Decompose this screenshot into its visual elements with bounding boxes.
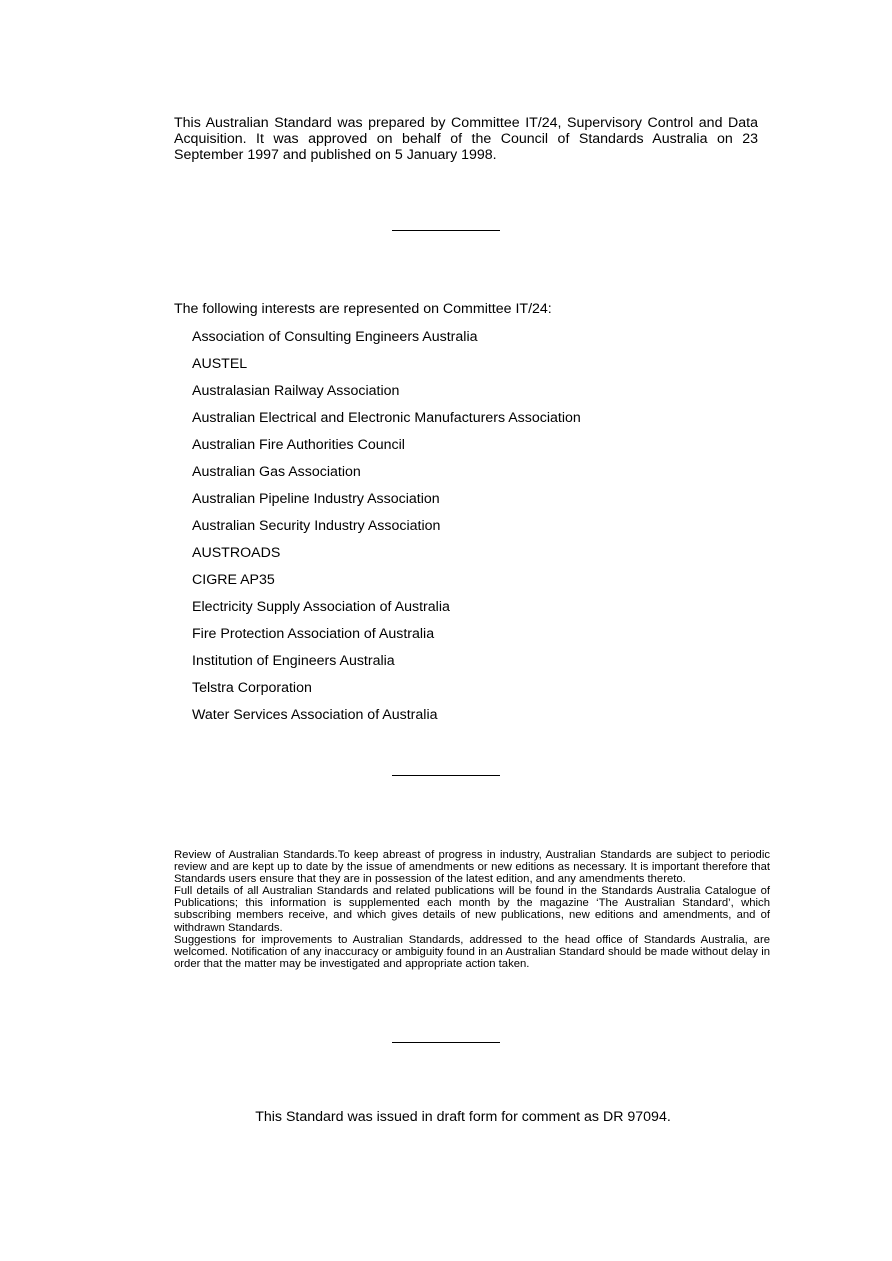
- suggestions-paragraph: Suggestions for improvements to Australian Standards, addressed to the head office of Standards Australia, are welcomed. Notification of any inaccuracy or ambiguity found in an Australian Standard should be made without delay in order that the matter may be investigated and appropriate action taken.: [174, 933, 770, 970]
- list-item: Electricity Supply Association of Australia: [192, 599, 450, 615]
- list-item: Australian Pipeline Industry Association: [192, 491, 440, 507]
- list-item: Fire Protection Association of Australia: [192, 626, 435, 642]
- list-item: Australian Electrical and Electronic Manufacturers Association: [192, 410, 581, 426]
- list-item: AUSTROADS: [192, 545, 281, 561]
- draft-note: This Standard was issued in draft form for comment as DR 97094.: [255, 1109, 671, 1125]
- list-item: Water Services Association of Australia: [192, 707, 438, 723]
- list-item: AUSTEL: [192, 356, 248, 372]
- list-item: Telstra Corporation: [192, 680, 312, 696]
- divider-rule: [392, 775, 500, 776]
- list-item: Association of Consulting Engineers Australia: [192, 329, 478, 345]
- list-item: Australian Fire Authorities Council: [192, 437, 405, 453]
- catalogue-paragraph: Full details of all Australian Standards and related publications will be found in the Standards Australia Catalogue of Publications; this information is supplemented each month by the magazine ‘The Australian Standard’, which subscribing members receive, and which gives details of new publications, new editions and amendments, and of withdrawn Standards.: [174, 885, 770, 934]
- review-paragraph: Review of Australian Standards.To keep abreast of progress in industry, Australian Standards are subject to periodic review and are kept up to date by the issue of amendments or new editions as necessary. It is important therefore that Standards users ensure that they are in possession of the latest edition, and any amendments thereto.: [174, 849, 770, 886]
- list-item: Australian Gas Association: [192, 464, 361, 480]
- preparation-statement: This Australian Standard was prepared by Committee IT/24, Supervisory Control and Data Acquisition. It was approved on behalf of the Council of Standards Australia on 23 September 1997 and published on 5 January 1998.: [174, 115, 758, 163]
- interests-list: [192, 327, 581, 732]
- review-notice: [174, 849, 770, 970]
- list-item: Australasian Railway Association: [192, 383, 400, 399]
- divider-rule: [392, 1042, 500, 1043]
- interests-heading: The following interests are represented on Committee IT/24:: [174, 301, 552, 317]
- list-item: CIGRE AP35: [192, 572, 275, 588]
- list-item: Institution of Engineers Australia: [192, 653, 395, 669]
- divider-rule: [392, 230, 500, 231]
- list-item: Australian Security Industry Association: [192, 518, 441, 534]
